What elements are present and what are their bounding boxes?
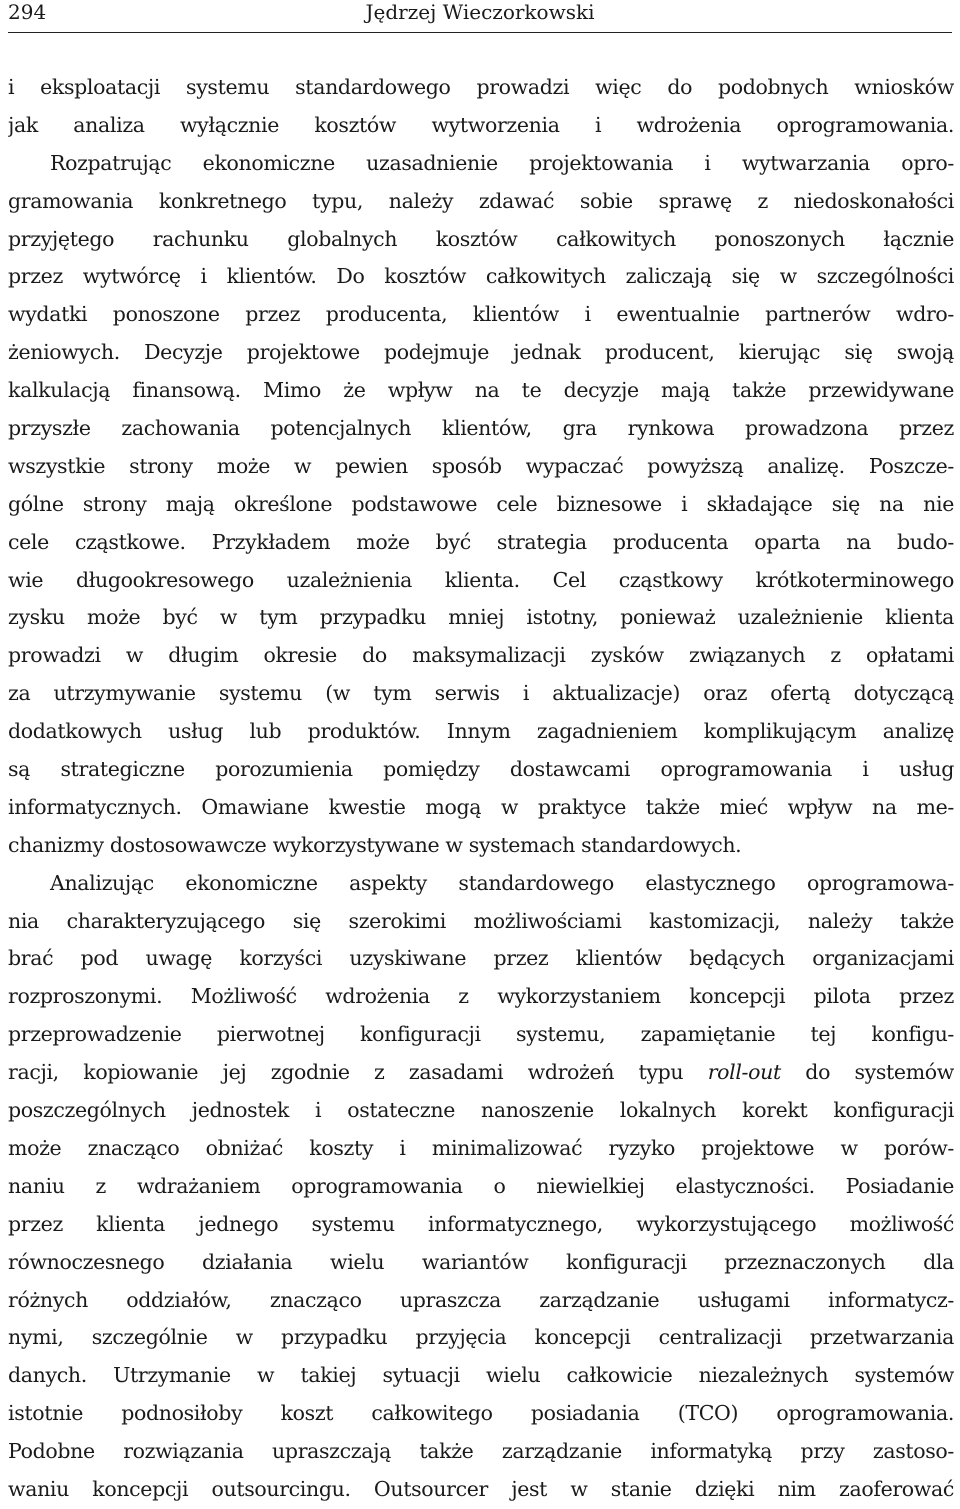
text-line: może znacząco obniżać koszty i minimalizować ryzyko projektowe w porów- — [8, 1135, 954, 1160]
text-line: kalkulacją finansową. Mimo że wpływ na te decyzje mają także przewidywane — [8, 378, 954, 403]
text-segment: racji, kopiowanie jej zgodnie z zasadami wdrożeń typu — [8, 1060, 684, 1085]
text-line: dodatkowych usług lub produktów. Innym zagadnieniem komplikującym analizę — [8, 719, 954, 744]
text-line: poszczególnych jednostek i ostateczne nanoszenie lokalnych korekt konfiguracji — [8, 1098, 954, 1123]
text-line: cele cząstkowe. Przykładem może być strategia producenta oparta na budo- — [8, 529, 954, 554]
text-line: zysku może być w tym przypadku mniej istotny, ponieważ uzależnienie klienta — [8, 605, 954, 630]
page-number: 294 — [8, 0, 47, 24]
text-line: równoczesnego działania wielu wariantów konfiguracji przeznaczonych dla — [8, 1249, 954, 1274]
text-line: chanizmy dostosowawcze wykorzystywane w systemach standardowych. — [8, 832, 742, 857]
text-line: gólne strony mają określone podstawowe cele biznesowe i składające się na nie — [8, 491, 954, 516]
page-header — [8, 0, 952, 33]
text-line: wie długookresowego uzależnienia klienta. Cel cząstkowy krótkoterminowego — [8, 567, 954, 592]
text-line: istotnie podnosiłoby koszt całkowitego posiadania (TCO) oprogramowania. — [8, 1401, 954, 1426]
text-line: przez wytwórcę i klientów. Do kosztów całkowitych zaliczają się w szczególności — [8, 264, 954, 289]
text-line: prowadzi w długim okresie do maksymalizacji zysków związanych z opłatami — [8, 643, 954, 668]
text-line: Podobne rozwiązania upraszczają także zarządzanie informatyką przy zastoso- — [8, 1439, 954, 1464]
text-line: rozproszonymi. Możliwość wdrożenia z wykorzystaniem koncepcji pilota przez — [8, 984, 954, 1009]
text-line: nymi, szczególnie w przypadku przyjęcia koncepcji centralizacji przetwarzania — [8, 1325, 954, 1350]
text-line: żeniowych. Decyzje projektowe podejmuje jednak producent, kierując się swoją — [8, 340, 954, 365]
text-line: wszystkie strony może w pewien sposób wypaczać powyższą analizę. Poszcze- — [8, 453, 954, 478]
text-segment: do systemów — [805, 1060, 954, 1085]
text-line: za utrzymywanie systemu (w tym serwis i aktualizacje) oraz ofertą dotyczącą — [8, 681, 954, 706]
body-text — [8, 69, 954, 1509]
text-line: danych. Utrzymanie w takiej sytuacji wielu całkowicie niezależnych systemów — [8, 1363, 954, 1388]
text-line: wydatki ponoszone przez producenta, klientów i ewentualnie partnerów wdro- — [8, 302, 954, 327]
text-line: przez klienta jednego systemu informatycznego, wykorzystującego możliwość — [8, 1211, 954, 1236]
text-line: nia charakteryzującego się szerokimi możliwościami kastomizacji, należy także — [8, 908, 954, 933]
italic-term: roll-out — [707, 1060, 781, 1085]
text-line: i eksploatacji systemu standardowego prowadzi więc do podobnych wniosków — [8, 75, 954, 99]
text-line: waniu koncepcji outsourcingu. Outsourcer jest w stanie dzięki nim zaoferować — [8, 1476, 954, 1501]
text-line: informatycznych. Omawiane kwestie mogą w praktyce także mieć wpływ na me- — [8, 794, 954, 819]
text-line: Analizując ekonomiczne aspekty standardowego elastycznego oprogramowa- — [50, 870, 954, 895]
text-line: Rozpatrując ekonomiczne uzasadnienie projektowania i wytwarzania opro- — [50, 150, 954, 175]
text-line: brać pod uwagę korzyści uzyskiwane przez klientów będących organizacjami — [8, 946, 954, 971]
text-line: naniu z wdrażaniem oprogramowania o niewielkiej elastyczności. Posiadanie — [8, 1173, 954, 1198]
running-head: Jędrzej Wieczorkowski — [365, 0, 595, 24]
text-line: różnych oddziałów, znacząco upraszcza zarządzanie usługami informatycz- — [8, 1287, 954, 1312]
text-line-with-italic — [8, 1054, 954, 1092]
text-line: jak analiza wyłącznie kosztów wytworzenia i wdrożenia oprogramowania. — [8, 112, 954, 137]
text-line: przyjętego rachunku globalnych kosztów całkowitych ponoszonych łącznie — [8, 226, 954, 251]
text-line: przyszłe zachowania potencjalnych klientów, gra rynkowa prowadzona przez — [8, 416, 954, 441]
text-line: są strategiczne porozumienia pomiędzy dostawcami oprogramowania i usług — [8, 757, 954, 782]
text-line: przeprowadzenie pierwotnej konfiguracji systemu, zapamiętanie tej konfigu- — [8, 1022, 954, 1047]
text-line: gramowania konkretnego typu, należy zdawać sobie sprawę z niedoskonałości — [8, 188, 954, 213]
